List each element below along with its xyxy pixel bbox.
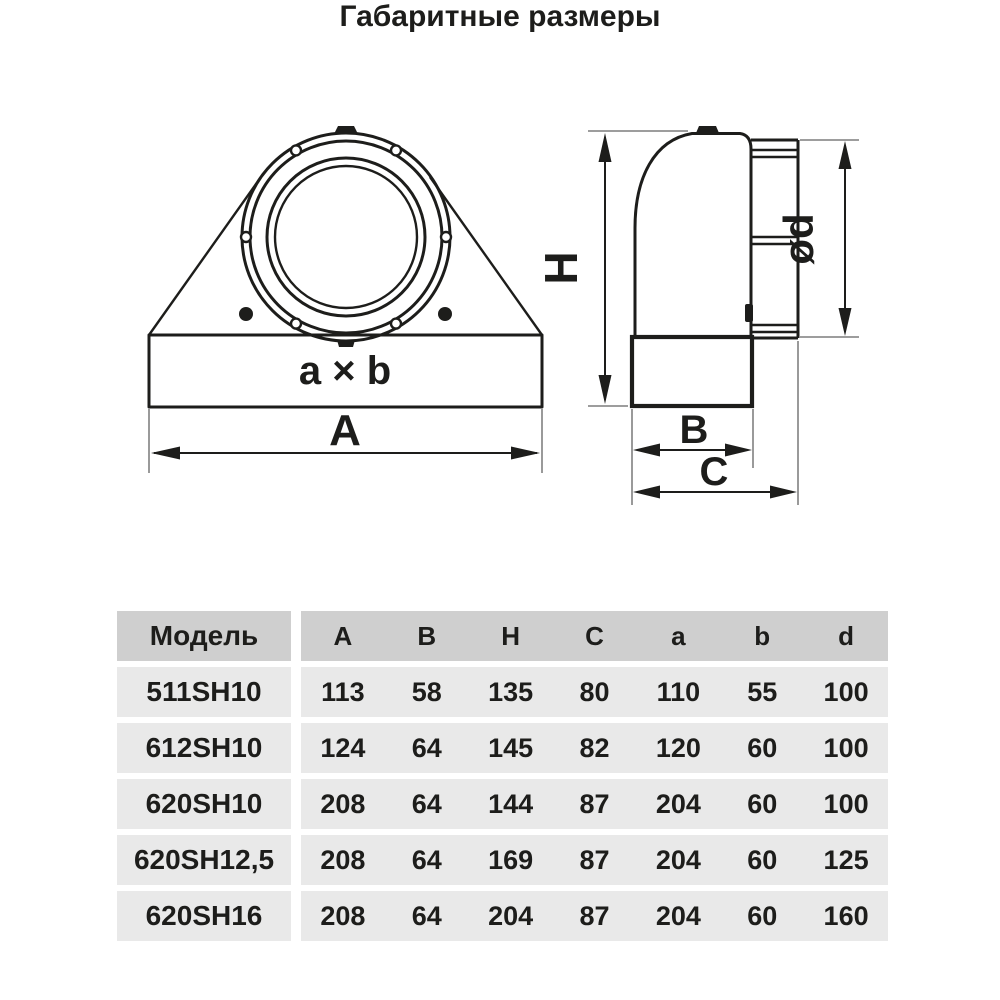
model-cell: 620SH12,5 bbox=[117, 835, 291, 885]
column-header: a bbox=[671, 620, 686, 651]
table-row bbox=[117, 667, 888, 717]
column-header: C bbox=[585, 620, 604, 651]
value-cell: 169 bbox=[488, 844, 534, 875]
table-title: Габаритные размеры bbox=[339, 0, 661, 33]
elbow-body-outline bbox=[635, 134, 751, 338]
side-view bbox=[535, 126, 859, 505]
dimension-diameter bbox=[775, 140, 859, 337]
value-cell: 60 bbox=[747, 844, 778, 875]
dim-H-label: H bbox=[535, 251, 587, 285]
value-cell: 87 bbox=[579, 900, 610, 931]
mounting-hole-right bbox=[438, 307, 452, 321]
column-header: b bbox=[754, 620, 771, 651]
ring-notches bbox=[241, 145, 451, 328]
value-cell: 125 bbox=[823, 844, 869, 875]
model-cell: 620SH16 bbox=[117, 891, 291, 941]
dim-C-label: C bbox=[699, 450, 729, 494]
value-cell: 204 bbox=[488, 900, 534, 931]
value-cell: 58 bbox=[411, 676, 442, 707]
model-column-header: Модель bbox=[117, 611, 291, 661]
value-cell: 100 bbox=[823, 788, 869, 819]
bottom-tab bbox=[337, 340, 355, 347]
value-cell: 80 bbox=[579, 676, 610, 707]
dimension-A bbox=[149, 406, 542, 473]
value-cell: 60 bbox=[747, 732, 778, 763]
dimensions-table bbox=[117, 611, 888, 947]
value-cell: 60 bbox=[747, 900, 778, 931]
value-cell: 64 bbox=[411, 844, 442, 875]
column-header: H bbox=[501, 620, 521, 651]
side-spigot-tab bbox=[745, 304, 753, 322]
value-cell: 120 bbox=[655, 732, 701, 763]
model-cell: 620SH10 bbox=[117, 779, 291, 829]
dimension-H bbox=[535, 131, 688, 406]
value-cells bbox=[301, 667, 888, 717]
dim-B-label: B bbox=[679, 408, 709, 452]
value-cell: 135 bbox=[488, 676, 534, 707]
table-row bbox=[117, 779, 888, 829]
value-cell: 144 bbox=[488, 788, 534, 819]
value-cell: 204 bbox=[655, 788, 701, 819]
value-cell: 208 bbox=[320, 844, 366, 875]
value-cell: 124 bbox=[320, 732, 366, 763]
front-view bbox=[149, 126, 542, 473]
value-cell: 82 bbox=[579, 732, 610, 763]
column-header: A bbox=[333, 620, 353, 651]
dim-A-label: A bbox=[329, 406, 361, 455]
column-header: d bbox=[838, 620, 855, 651]
value-cell: 145 bbox=[488, 732, 534, 763]
value-cell: 100 bbox=[823, 676, 869, 707]
dimension-C bbox=[633, 341, 798, 505]
column-header: B bbox=[417, 620, 437, 651]
value-cell: 100 bbox=[823, 732, 869, 763]
value-cell: 113 bbox=[321, 676, 365, 707]
duct-size-label: a × b bbox=[298, 349, 392, 393]
table-row bbox=[117, 835, 888, 885]
value-cell: 110 bbox=[656, 676, 701, 707]
top-tab bbox=[334, 126, 358, 134]
duct-inner-rings bbox=[267, 158, 425, 316]
value-cell: 208 bbox=[320, 900, 366, 931]
value-cell: 204 bbox=[655, 900, 701, 931]
value-cell: 204 bbox=[655, 844, 701, 875]
value-cell: 64 bbox=[411, 732, 442, 763]
value-cell: 55 bbox=[747, 676, 778, 707]
value-cell: 87 bbox=[579, 788, 610, 819]
value-cell: 208 bbox=[320, 788, 366, 819]
value-cell: 160 bbox=[823, 900, 869, 931]
model-cell: 511SH10 bbox=[117, 667, 291, 717]
value-cell: 60 bbox=[747, 788, 778, 819]
value-cell: 64 bbox=[411, 788, 442, 819]
table-header-row bbox=[117, 611, 888, 661]
value-cell: 64 bbox=[411, 900, 442, 931]
dim-diameter-label: ød bbox=[775, 213, 822, 265]
duct-ring-circles bbox=[242, 133, 450, 341]
value-cells bbox=[301, 723, 888, 773]
table-body bbox=[117, 667, 888, 941]
value-cells bbox=[301, 835, 888, 885]
value-cell: 87 bbox=[579, 844, 610, 875]
value-cells bbox=[301, 891, 888, 941]
header-columns bbox=[301, 611, 888, 661]
table-row bbox=[117, 891, 888, 941]
side-top-tab bbox=[696, 126, 719, 133]
mounting-hole-left bbox=[239, 307, 253, 321]
model-cell: 612SH10 bbox=[117, 723, 291, 773]
value-cells bbox=[301, 779, 888, 829]
table-row bbox=[117, 723, 888, 773]
flange-base-rect bbox=[632, 337, 752, 406]
